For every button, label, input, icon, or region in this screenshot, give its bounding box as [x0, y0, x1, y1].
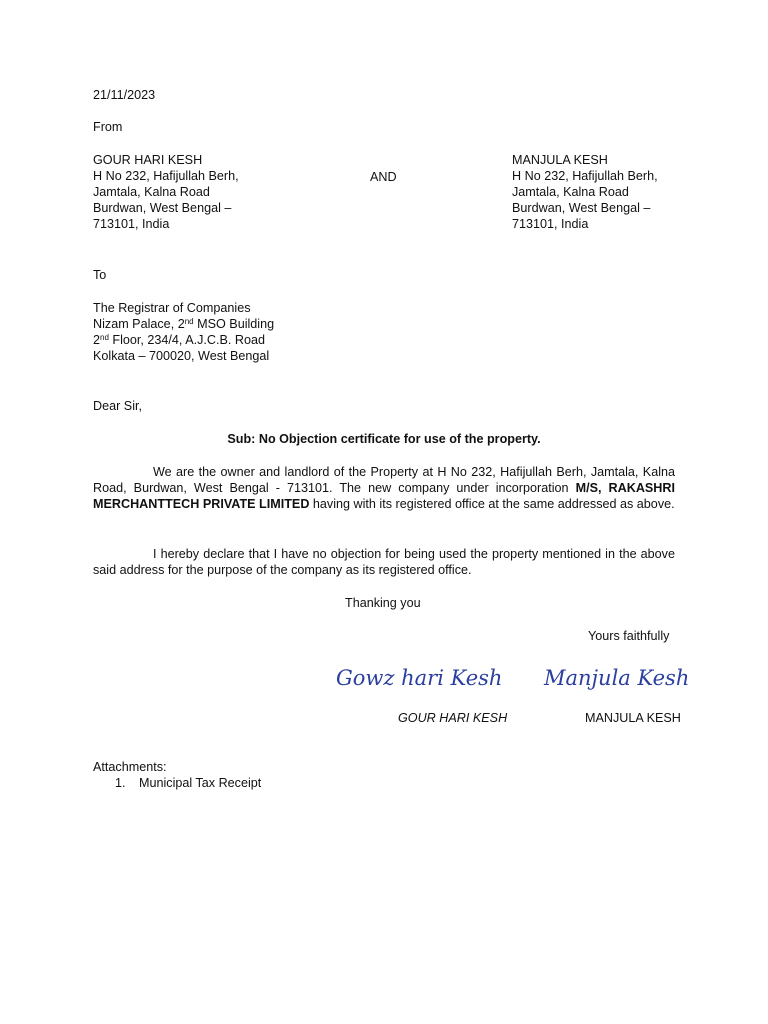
signer-2-name: MANJULA KESH: [585, 711, 681, 725]
signature-gour-hari: Gowz hari Kesh: [336, 666, 503, 690]
sender-1-name: GOUR HARI KESH: [93, 153, 203, 167]
attachments-label: Attachments:: [93, 760, 167, 774]
and-label: AND: [370, 170, 397, 184]
signatures: [330, 654, 700, 700]
body-paragraph-1: We are the owner and landlord of the Property at H No 232, Hafijullah Berh, Jamtala, Kalna Road, Burdwan, West Bengal - 713101. The new company under incorporation M/S, RAKASHRI MERCHANTTECH PRIVATE LIMITED having with its registered office at the same addressed as above.: [93, 465, 675, 511]
attachment-1-text: Municipal Tax Receipt: [139, 776, 262, 790]
sender-1-line4: 713101, India: [93, 217, 170, 231]
attachment-1-number: 1.: [115, 776, 126, 790]
sender-2-line2: Jamtala, Kalna Road: [512, 185, 629, 199]
recipient-line3: 2nd Floor, 234/4, A.J.C.B. Road: [93, 333, 266, 347]
letter-date: 21/11/2023: [93, 88, 156, 102]
sender-2-line4: 713101, India: [512, 217, 589, 231]
recipient-line1: The Registrar of Companies: [93, 301, 251, 315]
sender-1-line3: Burdwan, West Bengal –: [93, 201, 232, 215]
to-label: To: [93, 268, 107, 282]
signer-1-name: GOUR HARI KESH: [398, 711, 508, 725]
sender-2-name: MANJULA KESH: [512, 153, 608, 167]
closing-line: Yours faithfully: [588, 629, 670, 643]
sender-1-line2: Jamtala, Kalna Road: [93, 185, 210, 199]
signature-manjula: Manjula Kesh: [544, 666, 690, 690]
recipient-line2: Nizam Palace, 2nd MSO Building: [93, 317, 275, 331]
recipient-address: [93, 300, 274, 364]
sender-2-address: [512, 152, 658, 232]
sender-1-line1: H No 232, Hafijullah Berh,: [93, 169, 239, 183]
recipient-line4: Kolkata – 700020, West Bengal: [93, 349, 270, 363]
subject-line: Sub: No Objection certificate for use of the property.: [227, 432, 541, 446]
salutation: Dear Sir,: [93, 399, 142, 413]
from-label: From: [93, 120, 123, 134]
sender-1-address: [93, 152, 239, 232]
thanking-line: Thanking you: [345, 596, 421, 610]
sender-2-line3: Burdwan, West Bengal –: [512, 201, 651, 215]
body-paragraph-2: I hereby declare that I have no objection for being used the property mentioned in the above said address for the purpose of the company as its registered office.: [93, 547, 675, 577]
sender-2-line1: H No 232, Hafijullah Berh,: [512, 169, 658, 183]
company-name: M/S, RAKASHRI MERCHANTTECH PRIVATE LIMITED: [93, 481, 675, 511]
